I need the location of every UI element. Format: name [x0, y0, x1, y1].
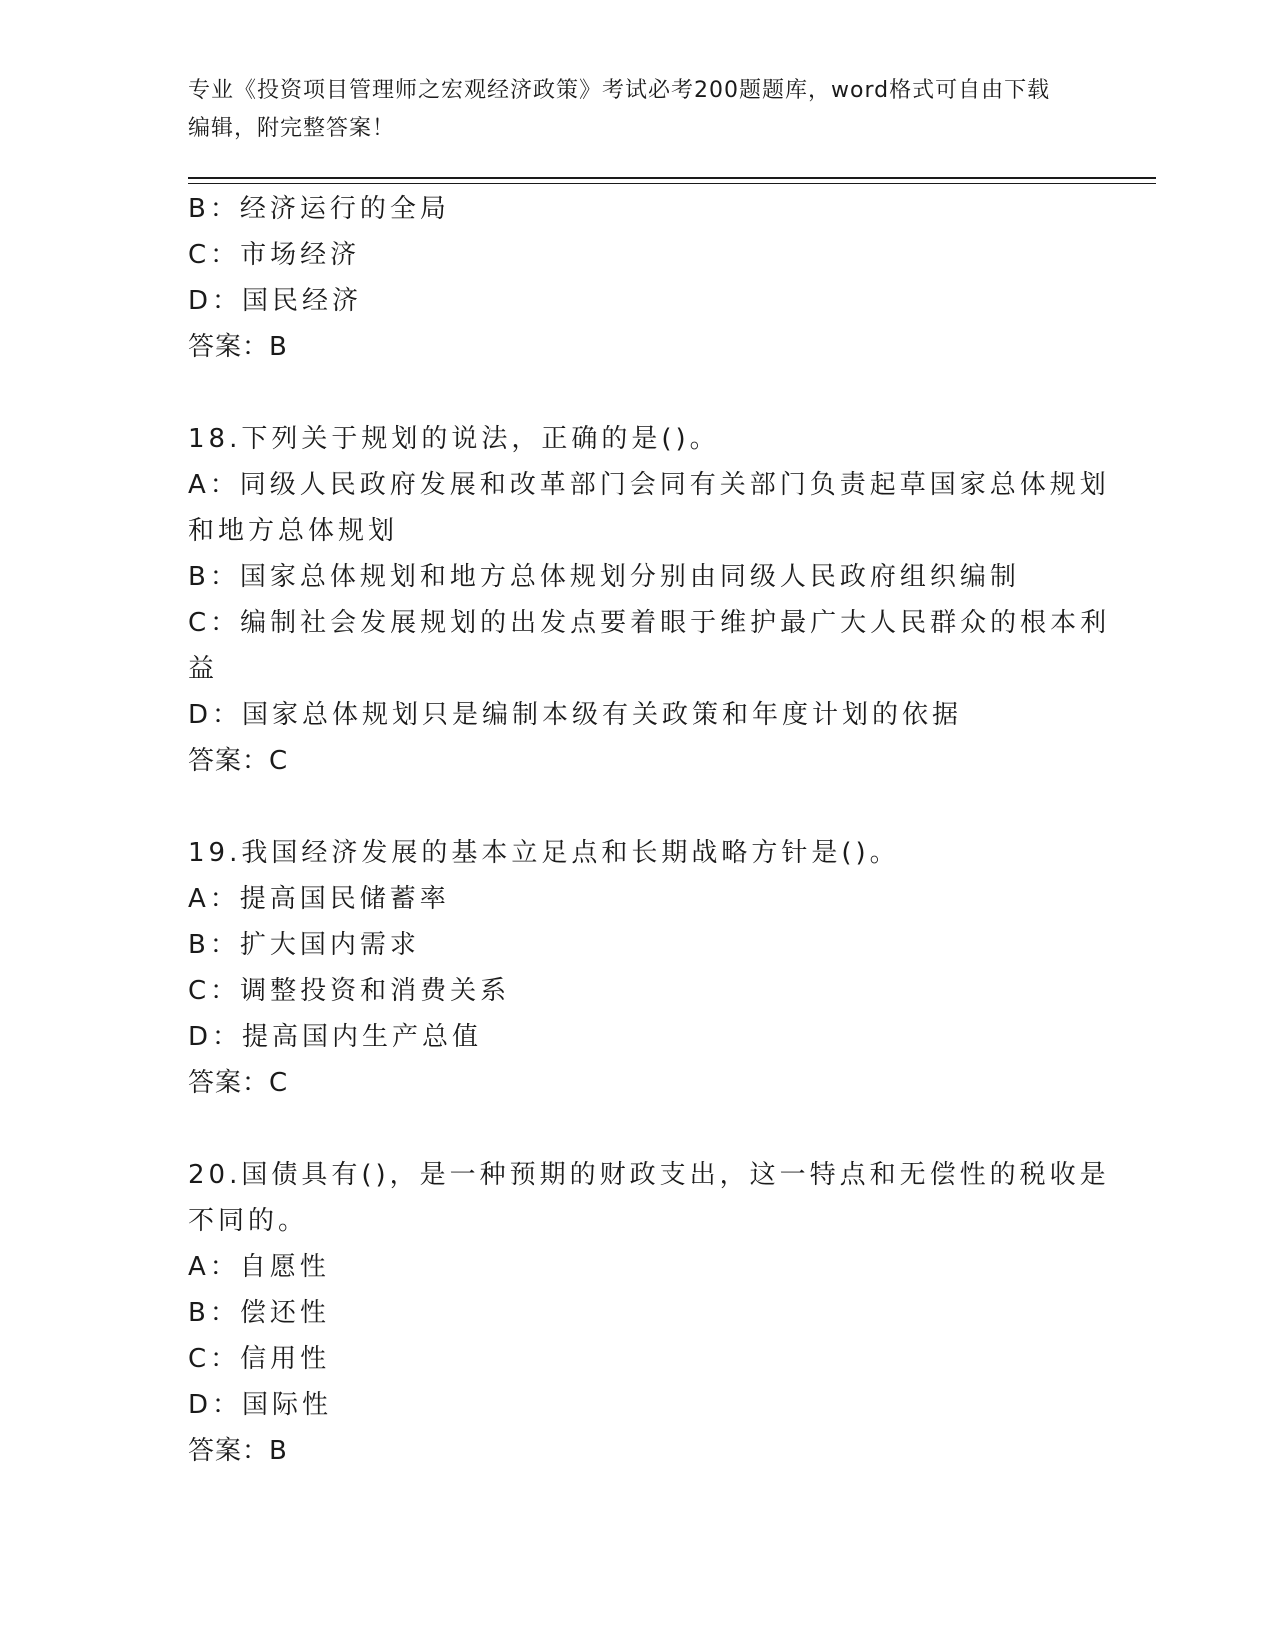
question-18-option-a: A：同级人民政府发展和改革部门会同有关部门负责起草国家总体规划 — [188, 470, 1110, 500]
question-20-option-a: A：自愿性 — [188, 1252, 330, 1282]
question-18-option-c: C：编制社会发展规划的出发点要着眼于维护最广大人民群众的根本利 — [188, 608, 1111, 638]
question-18-option-d: D：国家总体规划只是编制本级有关政策和年度计划的依据 — [188, 700, 963, 730]
question-19-stem: 19.我国经济发展的基本立足点和长期战略方针是()。 — [188, 838, 900, 868]
answer-20: 答案：B — [188, 1436, 288, 1466]
question-20-option-b: B：偿还性 — [188, 1298, 330, 1328]
question-19-option-a: A：提高国民储蓄率 — [188, 884, 450, 914]
answer-18: 答案：C — [188, 746, 289, 776]
question-19-option-c: C：调整投资和消费关系 — [188, 976, 511, 1006]
question-18-stem: 18.下列关于规划的说法，正确的是()。 — [188, 424, 720, 454]
question-20-stem-cont: 不同的。 — [188, 1206, 309, 1236]
option-d: D：国民经济 — [188, 286, 363, 316]
question-19-option-d: D：提高国内生产总值 — [188, 1022, 483, 1052]
question-20-option-d: D：国际性 — [188, 1390, 333, 1420]
header-rule-thin — [188, 183, 1156, 184]
question-20-stem: 20.国债具有()，是一种预期的财政支出，这一特点和无偿性的税收是 — [188, 1160, 1110, 1190]
option-b: B：经济运行的全局 — [188, 194, 450, 224]
question-18-option-c-cont: 益 — [188, 654, 219, 684]
question-18-option-b: B：国家总体规划和地方总体规划分别由同级人民政府组织编制 — [188, 562, 1020, 592]
header-rule-thick — [188, 177, 1156, 179]
question-content — [188, 186, 1111, 1474]
answer-19: 答案：C — [188, 1068, 289, 1098]
question-19-option-b: B：扩大国内需求 — [188, 930, 420, 960]
document-header: 专业《投资项目管理师之宏观经济政策》考试必考200题题库，word格式可自由下载编辑，附完整答案！ — [188, 78, 1051, 141]
answer-17: 答案：B — [188, 332, 288, 362]
question-20-option-c: C：信用性 — [188, 1344, 331, 1374]
question-18-option-a-cont: 和地方总体规划 — [188, 516, 399, 546]
option-c: C：市场经济 — [188, 240, 361, 270]
